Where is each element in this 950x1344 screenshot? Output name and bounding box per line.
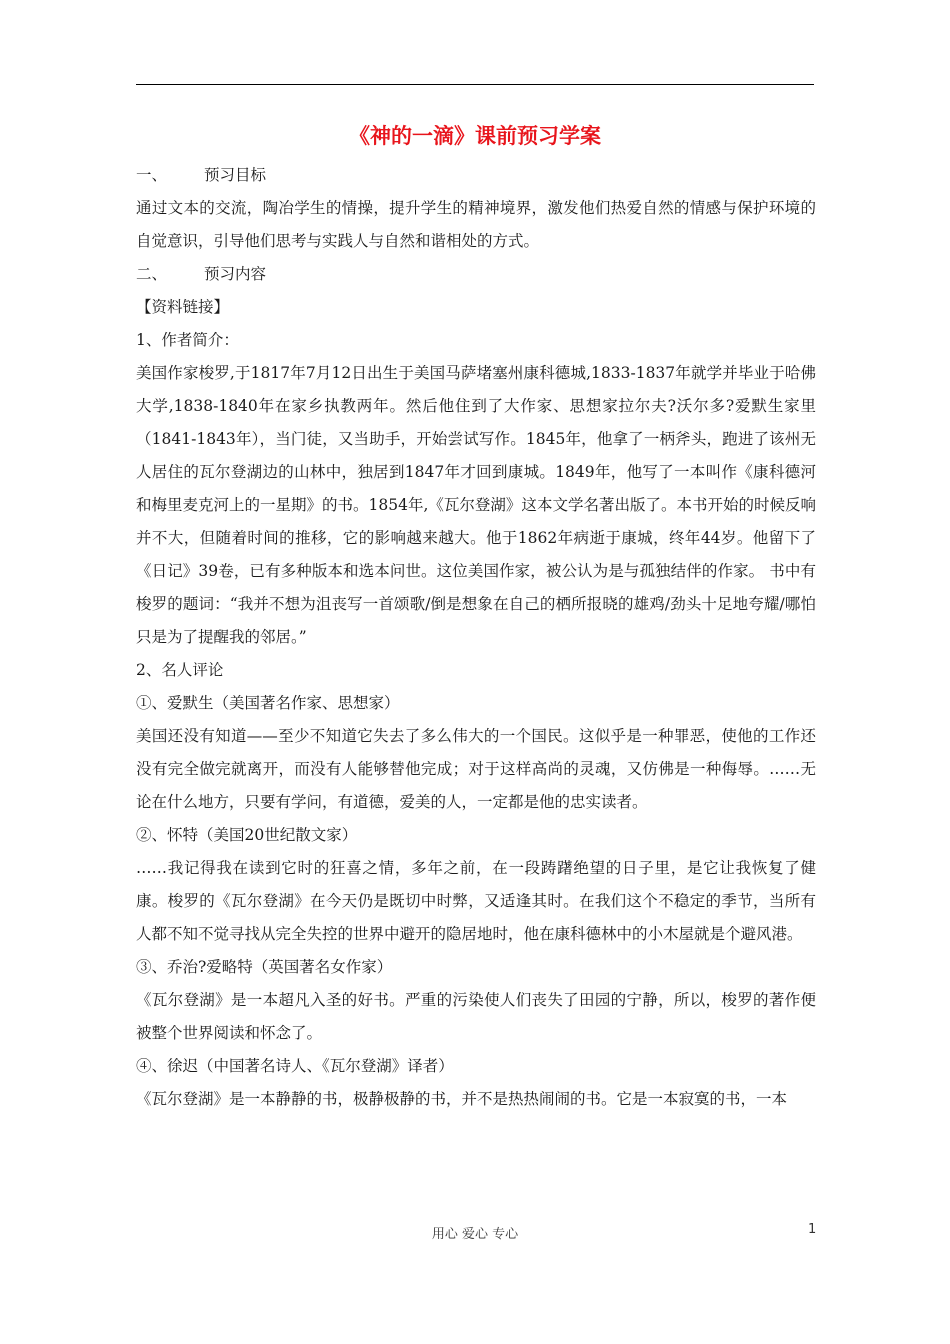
section-label: 预习目标 xyxy=(204,166,267,184)
comment-heading: ②、怀特（美国20世纪散文家） xyxy=(136,826,358,844)
author-paragraph: 美国作家梭罗,于1817年7月12日出生于美国马萨堵塞州康科德城,1833-1837年就学并毕业于哈佛大学,1838-1840年在家乡执教两年。然后他住到了大作家、思想家拉尔夫?沃尔多?爱默生家里（1841-1843年），当门徒，又当助手，开始尝试写作。1845年，他拿了一柄斧头，跑进了该州无人居住的瓦尔登湖边的山林中，独居到1847年才回到康城。1849年，他写了一本叫作《康科德河和梅里麦克河上的一星期》的书。1854年,《瓦尔登湖》这本文学名著出版了。本书开始的时候反响并不大，但随着时间的推移，它的影响越来越大。他于1862年病逝于康城，终年44岁。他留下了《日记》39卷，已有多种版本和选本问世。这位美国作家，被公认为是与孤独结伴的作家。 书中有梭罗的题词：“我并不想为沮丧写一首颂歌/倒是想象在自己的栖所报晓的雄鸡/劲头十足地夸耀/哪怕只是为了提醒我的邻居。” xyxy=(136,364,817,646)
section-number: 一、 xyxy=(136,166,168,184)
document-title: 《神的一滴》课前预习学案 xyxy=(349,124,601,148)
resource-link-heading: 【资料链接】 xyxy=(136,298,230,316)
section-heading-content xyxy=(136,258,816,291)
page-number: 1 xyxy=(808,1222,817,1237)
footer-motto: 用心 爱心 专心 xyxy=(431,1227,519,1242)
document-body xyxy=(136,159,816,1116)
comment-heading: ④、徐迟（中国著名诗人、《瓦尔登湖》译者） xyxy=(136,1057,454,1075)
section-label: 预习内容 xyxy=(204,265,267,283)
comment-heading: ①、爱默生（美国著名作家、思想家） xyxy=(136,694,400,712)
goal-paragraph: 通过文本的交流，陶冶学生的情操，提升学生的精神境界，激发他们热爱自然的情感与保护环境的自觉意识，引导他们思考与实践人与自然和谐相处的方式。 xyxy=(136,199,816,250)
comment-heading: ③、乔治?爱略特（英国著名女作家） xyxy=(136,958,393,976)
comment-paragraph: ……我记得我在读到它时的狂喜之情，多年之前，在一段踌躇绝望的日子里，是它让我恢复了健康。梭罗的《瓦尔登湖》在今天仍是既切中时弊，又适逢其时。在我们这个不稳定的季节，当所有人都不知不觉寻找从完全失控的世界中避开的隐居地时，他在康科德林中的小木屋就是个避风港。 xyxy=(136,859,816,943)
author-heading: 1、作者简介： xyxy=(136,331,239,349)
comment-paragraph: 美国还没有知道——至少不知道它失去了多么伟大的一个国民。这似乎是一种罪恶，使他的工作还没有完全做完就离开，而没有人能够替他完成；对于这样高尚的灵魂，又仿佛是一种侮辱。……无论在什么地方，只要有学问，有道德，爱美的人，一定都是他的忠实读者。 xyxy=(136,727,816,811)
section-heading-goals xyxy=(136,159,816,192)
comments-heading: 2、名人评论 xyxy=(136,661,224,679)
header-rule xyxy=(136,84,814,85)
section-number: 二、 xyxy=(136,265,168,283)
comment-paragraph: 《瓦尔登湖》是一本超凡入圣的好书。严重的污染使人们丧失了田园的宁静，所以，梭罗的著作便被整个世界阅读和怀念了。 xyxy=(136,991,816,1042)
comment-paragraph: 《瓦尔登湖》是一本静静的书，极静极静的书，并不是热热闹闹的书。它是一本寂寞的书，一本 xyxy=(136,1090,788,1108)
